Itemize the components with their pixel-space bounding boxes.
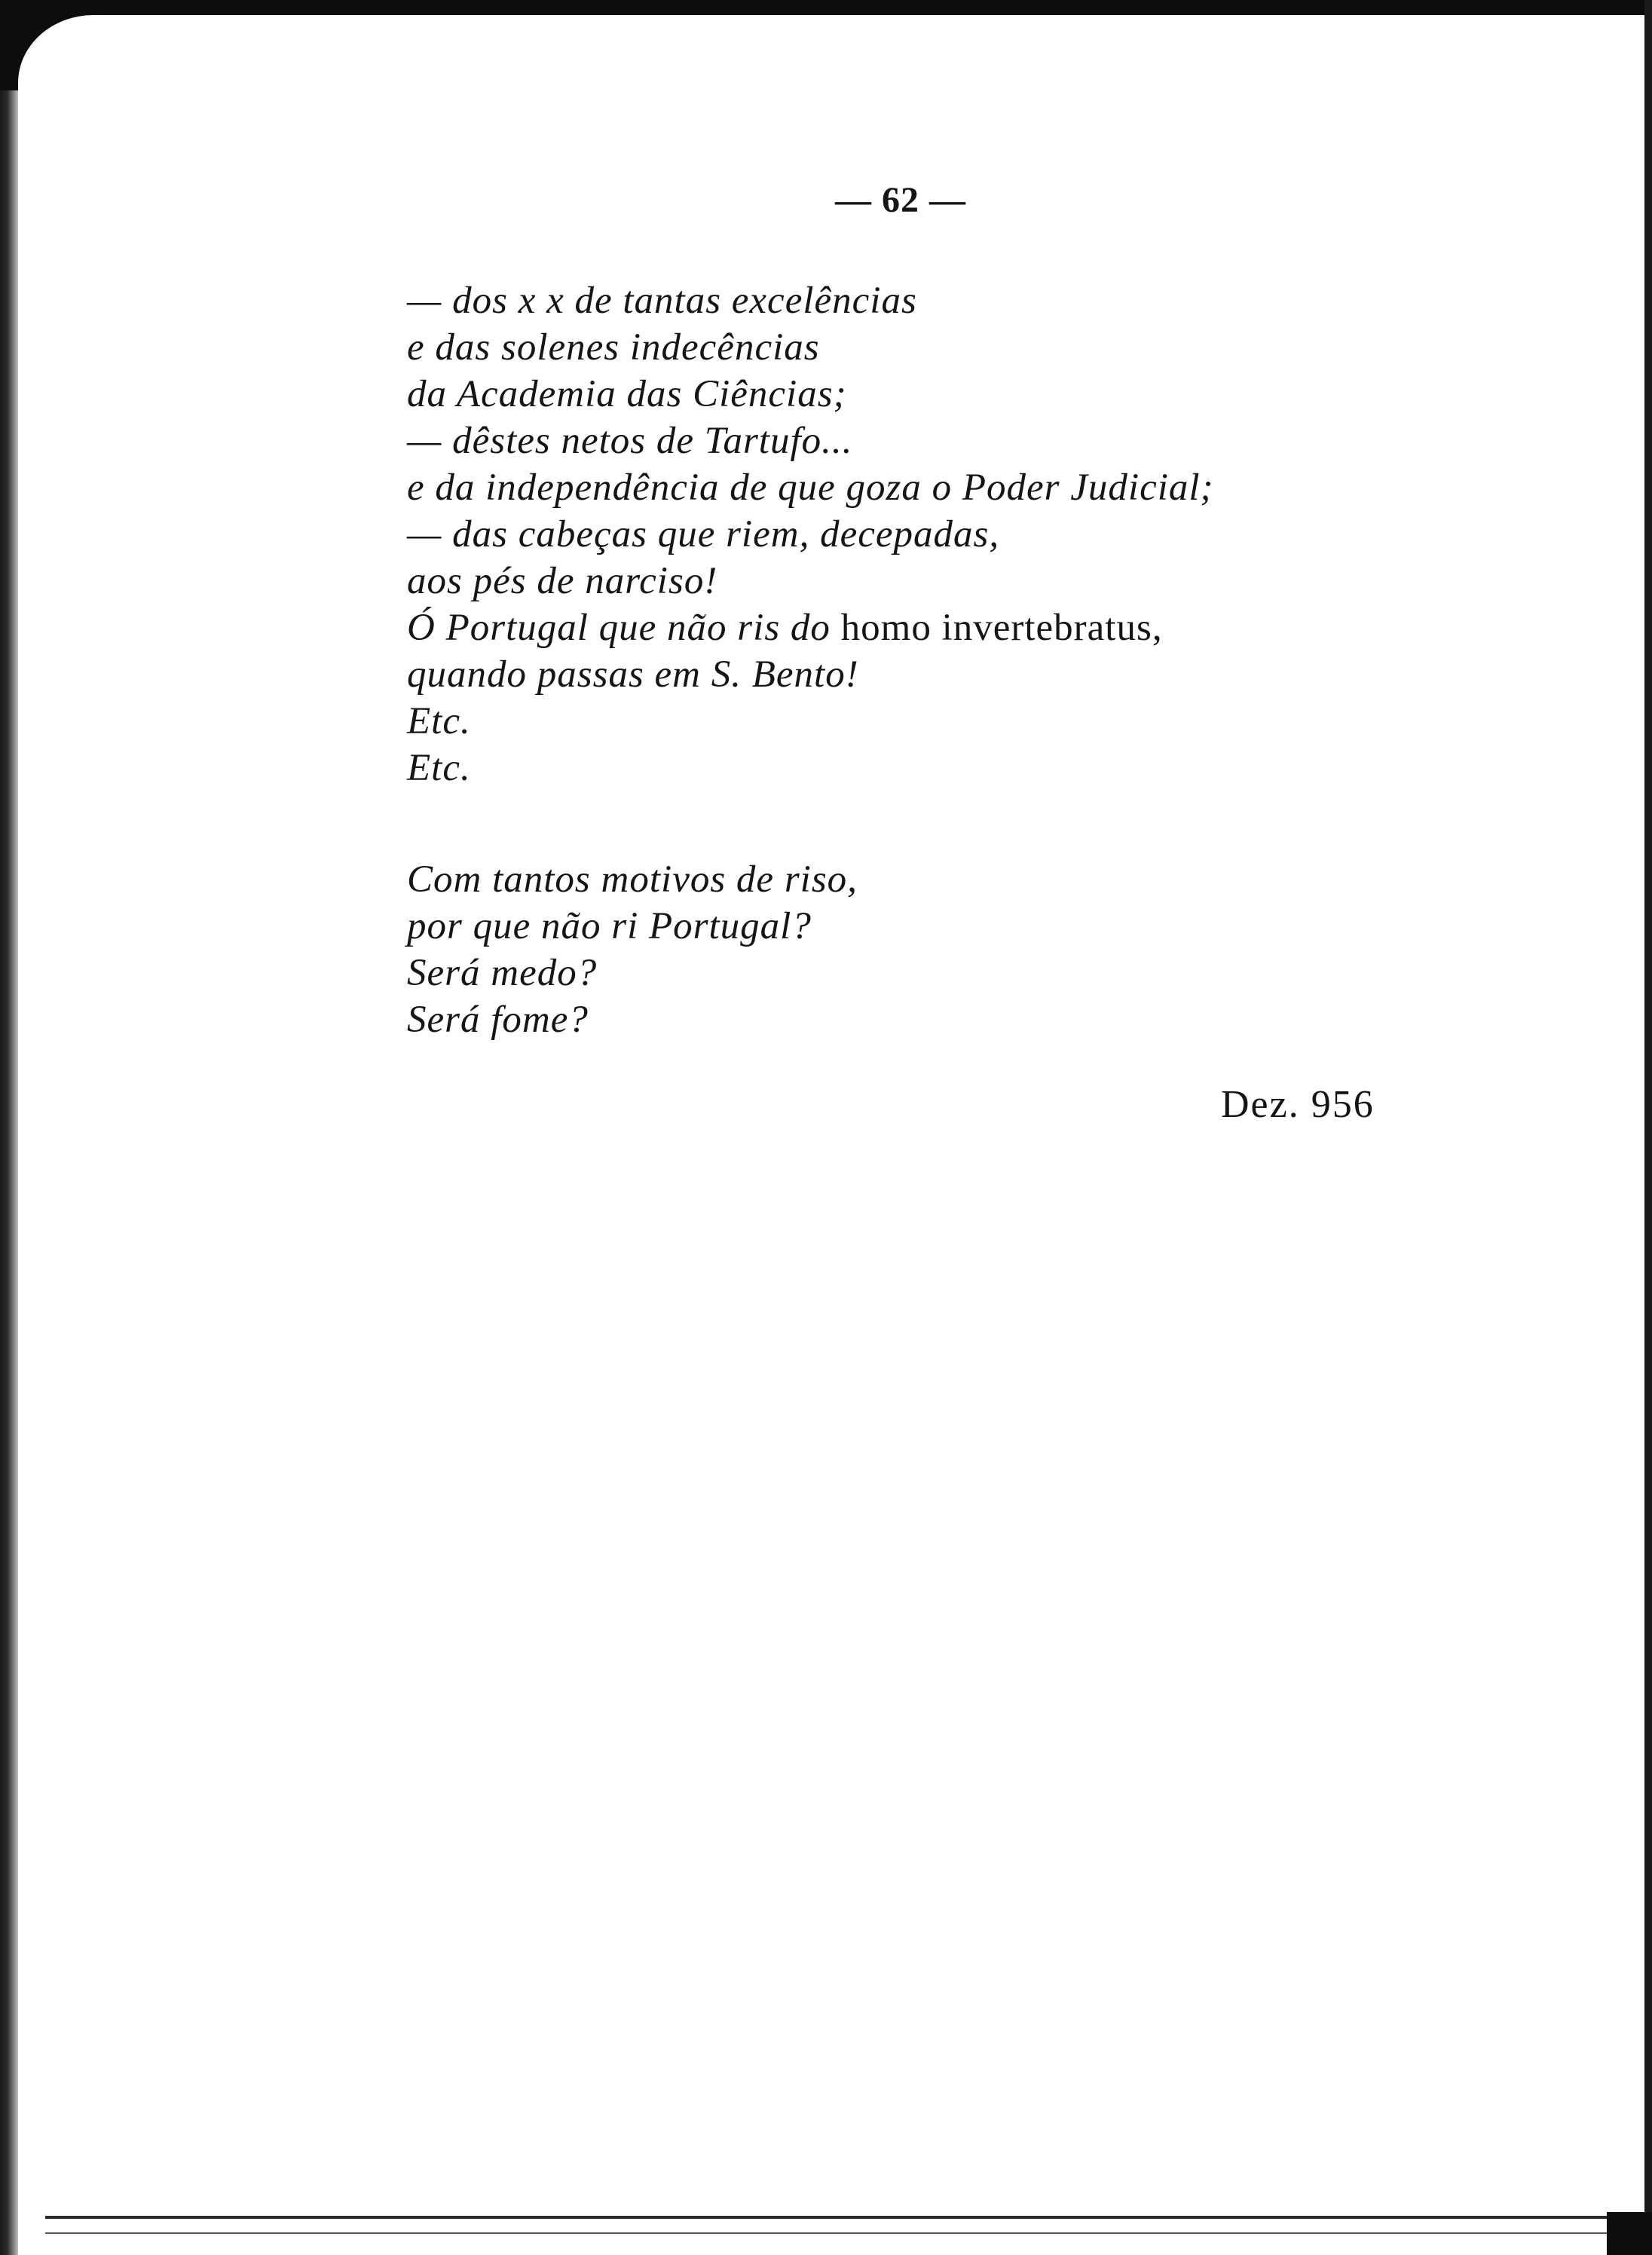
poem-line-mixed: [407, 604, 1462, 651]
scan-border-left: [0, 0, 18, 2255]
poem-body: [407, 277, 1462, 1043]
scan-bottom-line: [45, 2216, 1620, 2219]
poem-line: Etc.: [407, 700, 471, 742]
date-signature: Dez. 956: [1221, 1083, 1375, 1126]
poem-line: quando passas em S. Bento!: [407, 653, 859, 696]
poem-line: Será medo?: [407, 952, 598, 994]
stanza-gap: [407, 791, 1462, 856]
poem-line: Etc.: [407, 747, 471, 789]
poem-line: — dêstes netos de Tartufo...: [407, 420, 853, 462]
scan-border-right: [1644, 0, 1652, 2255]
poem-line: e das solenes indecências: [407, 326, 820, 369]
poem-line: Com tantos motivos de riso,: [407, 858, 858, 901]
poem-line: aos pés de narciso!: [407, 560, 718, 602]
poem-line: — dos x x de tantas excelências: [407, 280, 917, 322]
poem-line: Será fome?: [407, 999, 589, 1041]
page-number: — 62 —: [835, 180, 966, 220]
poem-line-italic-part: Ó Portugal que não ris do: [407, 607, 831, 649]
scan-border-top: [0, 0, 1652, 15]
poem-line: por que não ri Portugal?: [407, 905, 812, 947]
poem-line-roman-part: homo invertebratus,: [840, 607, 1163, 649]
poem-line: da Academia das Ciências;: [407, 373, 847, 415]
scan-bottom-line-thin: [45, 2232, 1620, 2234]
poem-line: — das cabeças que riem, decepadas,: [407, 513, 1000, 555]
scan-corner-bottom-right: [1607, 2212, 1652, 2255]
poem-line: e da independência de que goza o Poder Judicial;: [407, 467, 1214, 509]
